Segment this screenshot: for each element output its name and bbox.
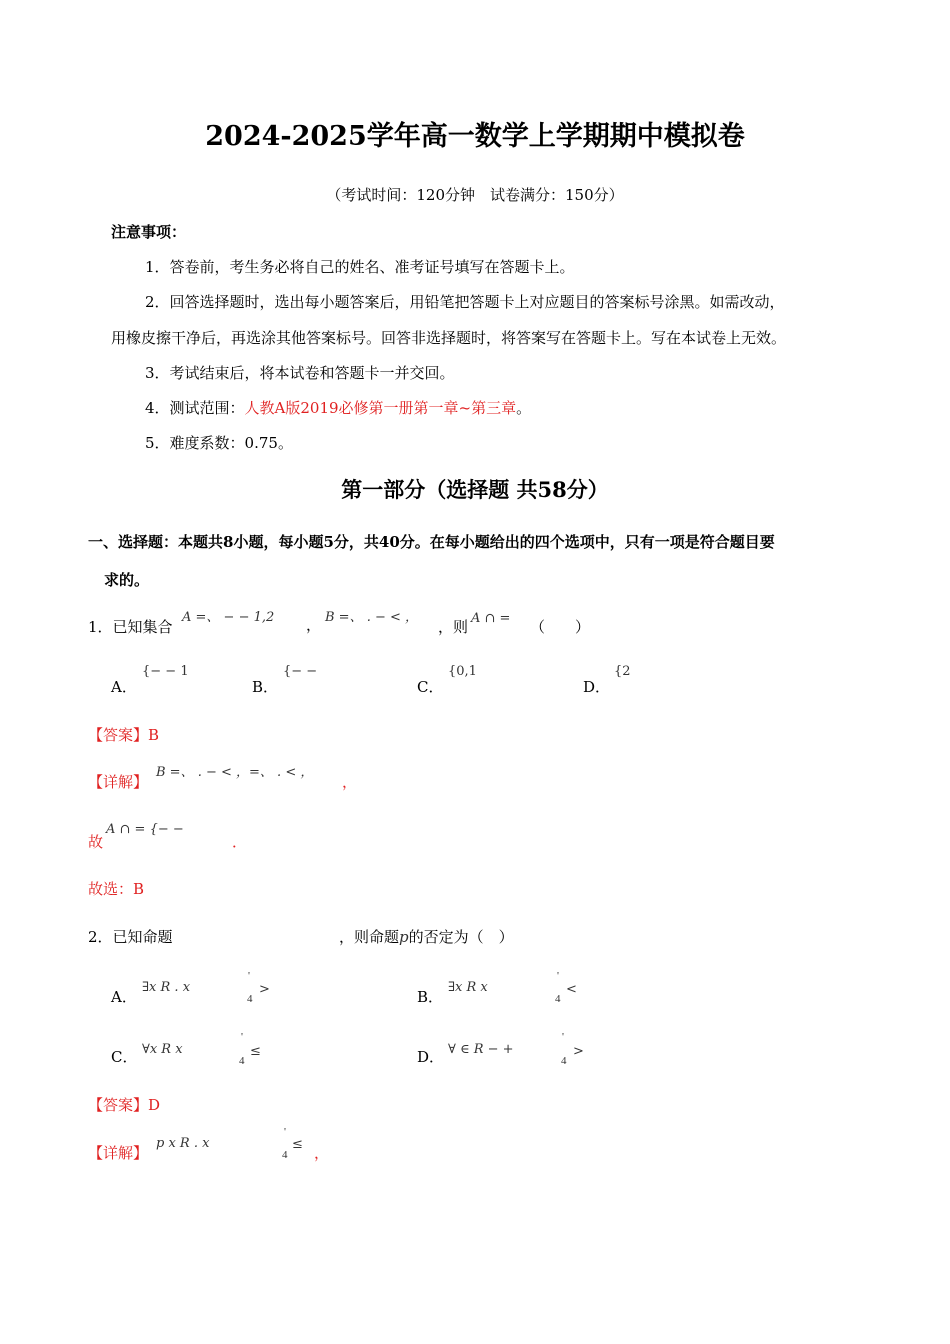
notice-item-2-line2: 用橡皮擦干净后，再选涂其他答案标号。回答非选择题时，将答案写在答题卡上。写在本试卷上无效。 (111, 329, 787, 347)
notice-item-4-suffix: 。 (516, 399, 532, 417)
notice-item-5: 5．难度系数：0.75。 (145, 434, 293, 452)
q2-option-b: ∃x R x (448, 980, 488, 995)
q2-option-d-frac-num: ' (562, 1031, 564, 1043)
q2-detail-tail: ， (314, 1144, 330, 1162)
q1-detail-label: 【详解】 (88, 773, 149, 791)
q2-proposition-p: p (399, 928, 409, 946)
q1-option-c: {0,1 (448, 664, 477, 679)
q1-then: ，则 (438, 618, 469, 636)
answer-value: B (148, 726, 160, 744)
q2-detail-frac-num: ' (284, 1126, 286, 1138)
q1-option-b-label: B． (252, 678, 279, 696)
q2-option-c: ∀x R x (142, 1042, 183, 1057)
page-title: 2024-2025学年高一数学上学期期中模拟卷 (205, 121, 745, 152)
notice-item-1: 1．答卷前，考生务必将自己的姓名、准考证号填写在答题卡上。 (145, 258, 575, 276)
q2-option-b-rel: < (566, 982, 577, 997)
q1-so-label: 故 (88, 833, 104, 851)
q2-option-d-frac-den: 4 (561, 1055, 567, 1067)
q2-detail-rel: ≤ (292, 1137, 303, 1152)
exam-info: （考试时间：120分钟 试卷满分：150分） (326, 186, 624, 204)
q1-blank: （ ） (530, 618, 591, 636)
answer-label: 【答案】 (88, 1096, 149, 1114)
q1-comma: ， (306, 616, 322, 634)
q1-answer (88, 724, 159, 745)
q2-option-a-rel: > (259, 982, 270, 997)
answer-value: D (148, 1096, 161, 1114)
q2-option-c-label: C． (111, 1048, 138, 1066)
q1-intersection: A ∩ = (471, 611, 511, 626)
notice-item-4 (145, 397, 531, 418)
q1-so-math: A ∩ = {− − (106, 822, 184, 837)
q2-negation: 的否定为（ ） (408, 928, 514, 946)
q1-final-choice: 故选：B (88, 880, 145, 898)
notice-item-3: 3．考试结束后，将本试卷和答题卡一并交回。 (145, 364, 455, 382)
q2-option-a: ∃x R . x (142, 980, 191, 995)
q1-option-c-label: C． (417, 678, 444, 696)
q1-so-tail: ． (232, 833, 248, 851)
part1-instructions-line1: 一、选择题：本题共8小题，每小题5分，共40分。在每小题给出的四个选项中，只有一项是符合题目要 (88, 533, 775, 551)
test-range: 人教A版2019必修第一册第一章~第三章 (244, 399, 517, 417)
notice-heading: 注意事项： (111, 223, 187, 241)
part1-instructions-line2: 求的。 (104, 571, 150, 589)
answer-label: 【答案】 (88, 726, 149, 744)
q1-option-a: {− − 1 (142, 664, 189, 679)
q2-option-b-frac-num: ' (557, 970, 559, 982)
q2-option-d-label: D． (417, 1048, 445, 1066)
q2-option-d-rel: > (573, 1044, 584, 1059)
q1-detail-tail: ， (342, 773, 358, 791)
q2-stem-prefix: 2．已知命题 (88, 928, 173, 946)
q2-option-a-frac-den: 4 (247, 993, 253, 1005)
q2-detail-frac-den: 4 (282, 1149, 288, 1161)
q2-option-a-frac-num: ' (248, 970, 250, 982)
q2-option-b-frac-den: 4 (555, 993, 561, 1005)
q1-option-d: {2 (614, 664, 631, 679)
q1-detail-math: B =、 . − < ，=、 . < ， (156, 765, 314, 780)
q1-set-a: A =、 − − 1,2 (182, 610, 275, 625)
q1-option-d-label: D． (583, 678, 611, 696)
q1-stem-prefix: 1．已知集合 (88, 618, 173, 636)
q1-option-b: {− − (283, 664, 318, 679)
q2-option-c-rel: ≤ (250, 1044, 261, 1059)
q2-option-c-frac-num: ' (241, 1031, 243, 1043)
q2-detail-label: 【详解】 (88, 1144, 149, 1162)
notice-item-4-prefix: 4．测试范围： (145, 399, 245, 417)
q1-set-b: B =、 . − < ， (325, 610, 419, 625)
q2-then-text: ，则命题 (339, 928, 400, 946)
q2-then (339, 926, 514, 947)
notice-item-2-line1: 2．回答选择题时，选出每小题答案后，用铅笔把答题卡上对应题目的答案标号涂黑。如需改动， (145, 293, 785, 311)
q1-option-a-label: A． (111, 678, 137, 696)
q2-option-c-frac-den: 4 (239, 1055, 245, 1067)
section-title: 第一部分（选择题 共58分） (341, 477, 609, 502)
q2-option-b-label: B． (417, 988, 444, 1006)
q2-option-d: ∀ ∈ R − + (448, 1042, 514, 1057)
q2-detail-math: p x R . x (156, 1136, 210, 1151)
q2-option-a-label: A． (111, 988, 137, 1006)
q2-answer (88, 1094, 160, 1115)
